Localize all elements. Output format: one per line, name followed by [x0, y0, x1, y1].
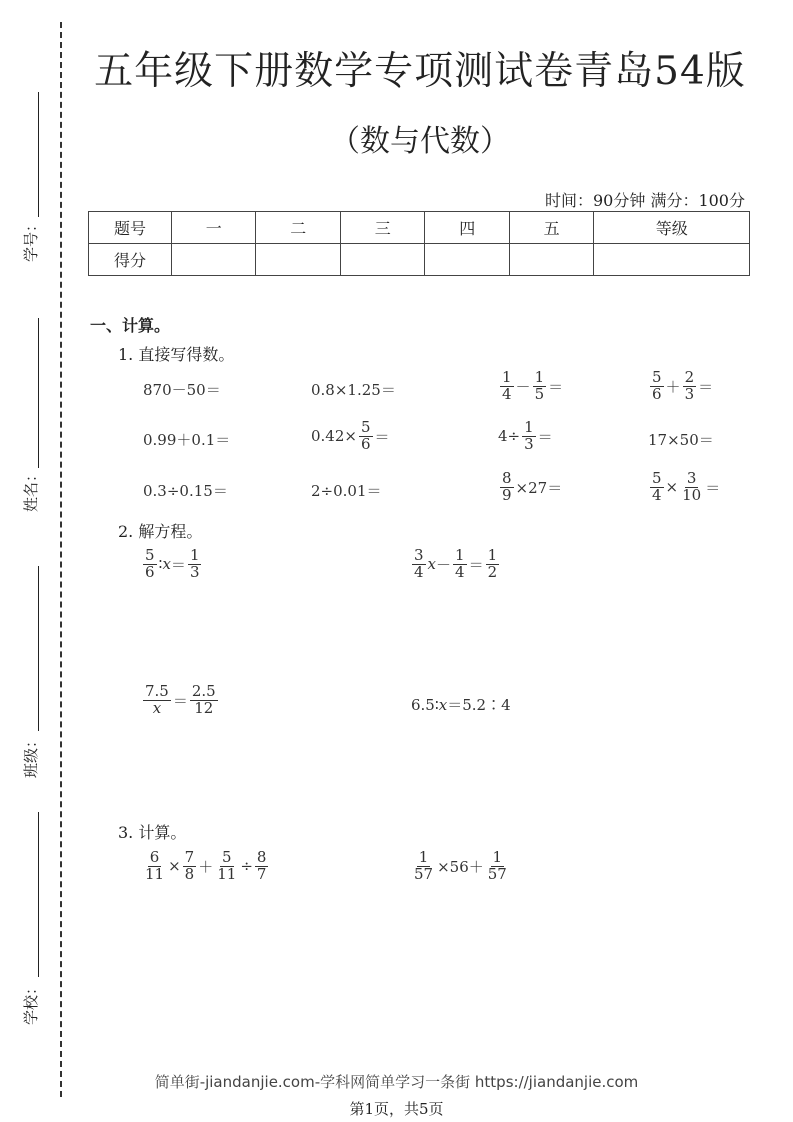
- score-cell[interactable]: [340, 244, 424, 276]
- binding-dashed-line: [60, 22, 62, 1097]
- student-id-line[interactable]: [38, 92, 39, 217]
- score-cell[interactable]: [256, 244, 340, 276]
- expr-1: 870－50＝: [143, 381, 221, 399]
- score-table-score-row: [89, 244, 750, 276]
- expr-9: 0.3÷0.15＝: [143, 482, 228, 500]
- header-cell: 五: [509, 212, 593, 244]
- row-label: 得分: [89, 244, 172, 276]
- section-title: 一、计算。: [90, 316, 171, 335]
- expr-8: 17×50＝: [648, 431, 714, 449]
- expr-10: 2÷0.01＝: [311, 482, 382, 500]
- student-id-label: 学号：: [22, 216, 40, 262]
- expr-3: $\frac{1}{4}$ － $\frac{1}{5}$ ＝: [502, 368, 564, 403]
- score-cell[interactable]: [594, 244, 750, 276]
- expr-5: 0.99＋0.1＝: [143, 431, 231, 449]
- header-cell: 题号: [89, 212, 172, 244]
- question-2-title: 2. 解方程。: [118, 522, 203, 541]
- header-cell: 三: [340, 212, 424, 244]
- page-title: 五年级下册数学专项测试卷青岛54版: [94, 49, 746, 94]
- expr-11: $\frac{8}{9}$ ×27＝: [502, 469, 563, 504]
- calc-1: $\frac{6}{11}$ × $\frac{7}{8}$ ＋ $\frac{5}{11}$ ÷ $\frac{8}{7}$: [145, 848, 267, 883]
- score-table-header-row: [89, 212, 750, 244]
- header-cell: 等级: [594, 212, 750, 244]
- question-3-title: 3. 计算。: [118, 823, 187, 842]
- class-line[interactable]: [38, 566, 39, 731]
- school-line[interactable]: [38, 812, 39, 977]
- watermark-text: 简单街-jiandanjie.com-学科网简单学习一条街 https://jiandanjie.com: [154, 1073, 639, 1091]
- expr-12: $\frac{5}{4}$ × $\frac{3}{10}$ ＝: [652, 469, 721, 504]
- exam-meta: 时间：90分钟 满分：100分: [545, 191, 745, 210]
- page-subtitle: （数与代数）: [330, 124, 510, 159]
- expr-7: 4÷ $\frac{1}{3}$ ＝: [498, 418, 553, 453]
- score-cell[interactable]: [425, 244, 509, 276]
- expr-4: $\frac{5}{6}$ ＋ $\frac{2}{3}$ ＝: [652, 368, 714, 403]
- score-cell[interactable]: [509, 244, 593, 276]
- equation-4: 6.5∶ x ＝5.2∶4: [411, 695, 511, 714]
- score-cell[interactable]: [172, 244, 256, 276]
- page-number: 第1页，共5页: [349, 1100, 444, 1118]
- equation-3: $\frac{7.5}{x}$ ＝ $\frac{2.5}{12}$: [145, 682, 216, 717]
- expr-2: 0.8×1.25＝: [311, 381, 396, 399]
- score-table: [88, 211, 750, 276]
- equation-1: $\frac{5}{6}$ ∶ x ＝ $\frac{1}{3}$: [145, 546, 200, 581]
- school-label: 学校：: [22, 979, 40, 1025]
- expr-6: 0.42× $\frac{5}{6}$ ＝: [311, 418, 390, 453]
- header-cell: 四: [425, 212, 509, 244]
- equation-2: $\frac{3}{4}$ x － $\frac{1}{4}$ ＝ $\frac{1}{2}$: [414, 546, 498, 581]
- header-cell: 一: [172, 212, 256, 244]
- header-cell: 二: [256, 212, 340, 244]
- calc-2: $\frac{1}{57}$ ×56＋ $\frac{1}{57}$: [414, 848, 507, 883]
- class-label: 班级：: [22, 732, 40, 778]
- student-name-line[interactable]: [38, 318, 39, 468]
- student-name-label: 姓名：: [22, 466, 40, 512]
- question-1-title: 1. 直接写得数。: [118, 345, 235, 364]
